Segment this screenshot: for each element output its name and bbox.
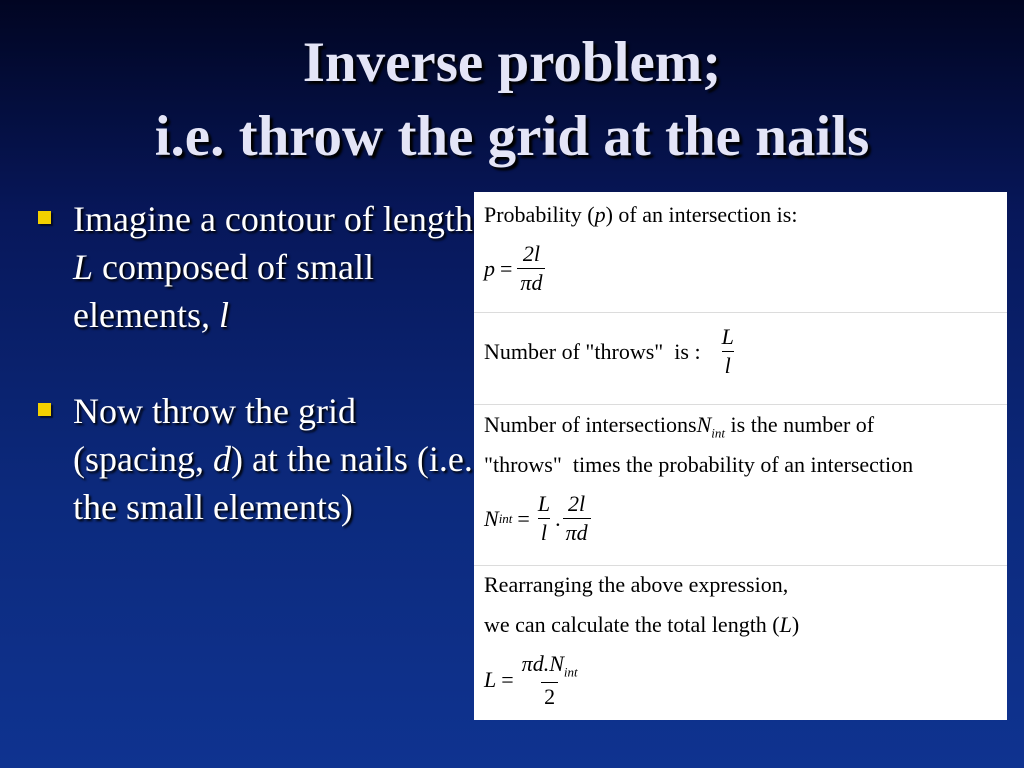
eq-n-equals: = bbox=[517, 505, 530, 531]
intersections-statement-line1 bbox=[484, 412, 874, 441]
title-line-1: Inverse problem; bbox=[302, 31, 722, 94]
probability-text-a: Probability ( bbox=[484, 202, 595, 227]
bullet-1-var-L: L bbox=[73, 247, 94, 287]
eq-n-fraction-1 bbox=[535, 492, 553, 545]
intersections-text-b: is the number of bbox=[725, 412, 875, 437]
intersections-statement-line2: "throws" times the probability of an intersection bbox=[484, 452, 914, 477]
bullet-item-contour bbox=[35, 195, 475, 339]
eq-l-lhs: L bbox=[484, 667, 497, 693]
probability-var-p: p bbox=[594, 202, 606, 227]
eq-n-fraction-2 bbox=[563, 492, 591, 545]
eq-l-numerator-subscript: int bbox=[563, 664, 578, 680]
panel-divider-3 bbox=[474, 565, 1007, 566]
bullet-1-text-middle: composed of small elements bbox=[73, 247, 374, 335]
bullet-2-text-suffix: ) at the nails (i.e. the small elements) bbox=[73, 439, 473, 527]
bullet-1-var-l: l bbox=[218, 295, 229, 335]
eq-n-f2-numerator: 2l bbox=[568, 491, 586, 516]
eq-p-lhs: p bbox=[484, 255, 495, 281]
bullet-list bbox=[35, 195, 475, 531]
bullet-1-text-prefix: Imagine a contour of length bbox=[73, 199, 473, 239]
eq-l-denominator: 2 bbox=[541, 682, 558, 709]
panel-divider-1 bbox=[474, 312, 1007, 313]
eq-l-equals: = bbox=[501, 667, 514, 693]
equation-l bbox=[484, 652, 581, 709]
eq-n-f2-denominator: πd bbox=[563, 518, 591, 545]
intersections-var-N: N bbox=[696, 412, 712, 437]
eq-l-numerator bbox=[519, 652, 581, 682]
eq-p-numerator: 2l bbox=[522, 241, 540, 266]
eq-n-lhs: N bbox=[484, 505, 499, 531]
bullet-square-icon bbox=[38, 403, 51, 416]
rearrange-line-2 bbox=[484, 612, 799, 638]
rearrange-var-L: L bbox=[779, 612, 792, 637]
slide-title bbox=[0, 26, 1024, 174]
eq-l-numerator-main: πd.N bbox=[521, 651, 564, 676]
eq-n-f1-numerator: L bbox=[537, 491, 551, 516]
bullet-1-comma: , bbox=[200, 295, 219, 335]
eq-p-equals: = bbox=[500, 255, 513, 281]
throws-text: Number of "throws" is : bbox=[484, 338, 701, 364]
equation-panel bbox=[474, 192, 1007, 720]
eq-n-dot: . bbox=[555, 505, 561, 531]
bullet-square-icon bbox=[38, 211, 51, 224]
rearrange-text-b: ) bbox=[791, 612, 800, 637]
throws-denominator: l bbox=[722, 351, 734, 378]
eq-p-denominator: πd bbox=[517, 268, 545, 295]
intersections-subscript: int bbox=[711, 425, 726, 441]
probability-statement bbox=[484, 202, 797, 228]
eq-n-lhs-subscript: int bbox=[498, 510, 513, 526]
eq-p-fraction bbox=[517, 242, 545, 295]
intersections-text-a: Number of intersections bbox=[484, 412, 697, 437]
probability-text-b: ) of an intersection is: bbox=[605, 202, 798, 227]
throws-statement bbox=[484, 325, 737, 378]
eq-n-f1-denominator: l bbox=[538, 518, 550, 545]
panel-divider-2 bbox=[474, 404, 1007, 405]
rearrange-line-1: Rearranging the above expression, bbox=[484, 572, 789, 597]
throws-numerator: L bbox=[721, 324, 734, 349]
rearrange-text-a: we can calculate the total length ( bbox=[484, 612, 780, 637]
bullet-2-text-prefix: Now throw the grid (spacing, bbox=[73, 391, 356, 479]
equation-n bbox=[484, 492, 591, 545]
equation-p bbox=[484, 242, 545, 295]
title-line-2: i.e. throw the grid at the nails bbox=[154, 105, 870, 168]
eq-l-fraction bbox=[519, 652, 581, 709]
bullet-item-grid bbox=[35, 387, 475, 531]
throws-fraction bbox=[719, 325, 737, 378]
bullet-2-var-d: d bbox=[212, 439, 231, 479]
